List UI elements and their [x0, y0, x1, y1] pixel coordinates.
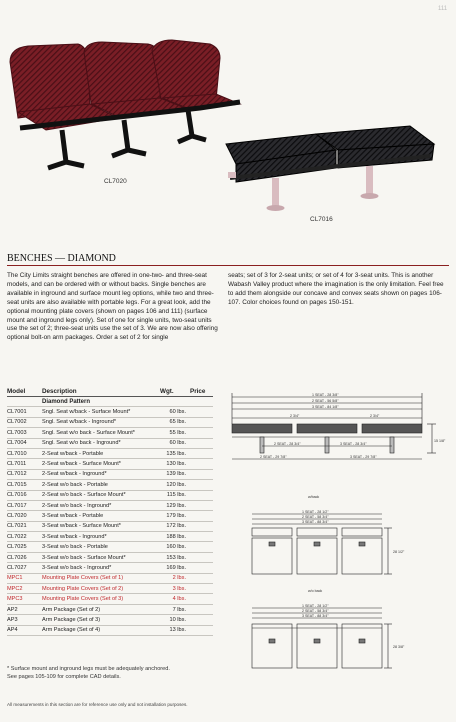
cell-weight: 7 lbs.	[160, 604, 190, 614]
table-row	[7, 563, 213, 573]
table-header-row	[7, 388, 213, 397]
front-dim-3seat: 3 SEAT - 84 1/8"	[312, 405, 339, 409]
intro-text-left: The City Limits straight benches are offered in one-two- and three-seat models, and can be ordered with or without backs. Single benches are available in inground and surface mount leg options, while two and three-seat units are also available with portable legs. For a great look, add the optional mounting plate covers (shown on pages 106 and 111) (surface mount and inground legs only). Set of one for single units, two-seat units use the set of 2; three-seat units use the set of 3. We are now also offering optional bolt-on arm packages. Order a set of 2 for single	[7, 272, 218, 342]
cell-price	[190, 604, 213, 614]
table-row	[7, 521, 213, 531]
cell-model: CL7026	[7, 552, 42, 562]
table-row	[7, 417, 213, 427]
wb-dim-2seat: 2 SEAT - 58 3/4"	[302, 515, 329, 519]
intro-text-right: seats; set of 3 for 2-seat units; or set of 4 for 3-seat units. This is another Wabash Valley product where the imagination is the only limitation. Feel free to add them alongside our concave and convex seats shown on pages 106-107. Color choices found on pages 150-151.	[228, 272, 444, 306]
cell-price	[190, 532, 213, 542]
cell-price	[190, 448, 213, 458]
cell-description: 2-Seat w/o back - Surface Mount*	[42, 490, 160, 500]
cell-weight: 188 lbs.	[160, 532, 190, 542]
front-mid-2seat: 2 SEAT - 28 3/4"	[274, 442, 301, 446]
cell-description: 2-Seat w/o back - Portable	[42, 480, 160, 490]
front-gap-left: 2 3/4"	[290, 414, 300, 418]
cell-weight: 4 lbs.	[160, 594, 190, 604]
table-subheader-row	[7, 397, 213, 407]
front-height: 15 1/8"	[434, 439, 446, 443]
cell-description: Sngl. Seat w/back - Inground*	[42, 417, 160, 427]
cell-price	[190, 511, 213, 521]
table-row	[7, 448, 213, 458]
table-notes	[7, 665, 170, 682]
cell-description: Arm Package (Set of 3)	[42, 615, 160, 625]
pattern-subheader: Diamond Pattern	[42, 397, 213, 407]
wob-dim-1seat: 1 SEAT - 28 1/2"	[302, 604, 329, 608]
cell-description: 3-Seat w/o back - Portable	[42, 542, 160, 552]
cell-description: Sngl. Seat w/back - Surface Mount*	[42, 407, 160, 417]
table-row	[7, 584, 213, 594]
cell-weight: 13 lbs.	[160, 625, 190, 635]
col-header-description: Description	[42, 388, 160, 397]
cell-weight: 55 lbs.	[160, 428, 190, 438]
table-row	[7, 594, 213, 604]
front-bottom-2seat: 2 SEAT - 29 7/8"	[260, 455, 287, 459]
cell-description: 3-Seat w/back - Inground*	[42, 532, 160, 542]
cell-model: MPC3	[7, 594, 42, 604]
cell-price	[190, 584, 213, 594]
cell-description: Arm Package (Set of 4)	[42, 625, 160, 635]
wb-dim-3seat: 3 SEAT - 88 3/4"	[302, 520, 329, 524]
page-number: 111	[438, 6, 448, 12]
cell-model: CL7015	[7, 480, 42, 490]
front-gap-right: 2 3/4"	[370, 414, 380, 418]
cell-weight: 120 lbs.	[160, 480, 190, 490]
cell-price	[190, 573, 213, 583]
cell-price	[190, 615, 213, 625]
red-bench-image	[10, 40, 240, 168]
col-header-model: Model	[7, 388, 42, 397]
cell-description: 3-Seat w/o back - Surface Mount*	[42, 552, 160, 562]
cell-weight: 130 lbs.	[160, 459, 190, 469]
without-back-label: w/o back	[308, 589, 323, 593]
cell-weight: 153 lbs.	[160, 552, 190, 562]
cell-description: 3-Seat w/back - Portable	[42, 511, 160, 521]
cell-description: Arm Package (Set of 2)	[42, 604, 160, 614]
cell-description: Mounting Plate Covers (Set of 3)	[42, 594, 160, 604]
cell-weight: 65 lbs.	[160, 417, 190, 427]
cell-model: CL7004	[7, 438, 42, 448]
section-heading	[7, 252, 449, 266]
cell-price	[190, 594, 213, 604]
cell-weight: 160 lbs.	[160, 542, 190, 552]
cell-model: CL7021	[7, 521, 42, 531]
cell-price	[190, 417, 213, 427]
cell-price	[190, 438, 213, 448]
cell-price	[190, 542, 213, 552]
front-dim-2seat: 2 SEAT - 56 5/8"	[312, 399, 339, 403]
photo-caption-cl7020: CL7020	[104, 178, 127, 185]
front-bottom-3seat: 3 SEAT - 29 7/8"	[350, 455, 377, 459]
cell-description: 3-Seat w/back - Surface Mount*	[42, 521, 160, 531]
col-header-price: Price	[190, 388, 213, 397]
cell-price	[190, 521, 213, 531]
front-mid-3seat: 3 SEAT - 28 3/4"	[340, 442, 367, 446]
wb-dim-1seat: 1 SEAT - 28 1/2"	[302, 510, 329, 514]
cell-model: CL7017	[7, 500, 42, 510]
cell-model: CL7001	[7, 407, 42, 417]
cell-model: CL7003	[7, 428, 42, 438]
note-anchoring: * Surface mount and inground legs must be adequately anchored.	[7, 666, 170, 672]
section-title: BENCHES — DIAMOND	[7, 253, 116, 264]
table-row	[7, 490, 213, 500]
cell-weight: 129 lbs.	[160, 500, 190, 510]
wob-dim-3seat: 3 SEAT - 88 3/4"	[302, 614, 329, 618]
note-cad-details: See pages 105-109 for complete CAD details.	[7, 674, 121, 681]
table-row	[7, 542, 213, 552]
cell-price	[190, 490, 213, 500]
cell-description: Sngl. Seat w/o back - Surface Mount*	[42, 428, 160, 438]
front-dim-1seat: 1 SEAT - 28 3/8"	[312, 393, 339, 397]
wob-dim-2seat: 2 SEAT - 58 3/4"	[302, 609, 329, 613]
cell-description: 2-Seat w/back - Portable	[42, 448, 160, 458]
table-row	[7, 532, 213, 542]
cell-description: 3-Seat w/o back - Inground*	[42, 563, 160, 573]
cell-weight: 10 lbs.	[160, 615, 190, 625]
cell-model: CL7012	[7, 469, 42, 479]
cell-model: CL7010	[7, 448, 42, 458]
table-row	[7, 604, 213, 614]
table-row	[7, 428, 213, 438]
cell-description: Mounting Plate Covers (Set of 2)	[42, 584, 160, 594]
cell-description: 2-Seat w/back - Surface Mount*	[42, 459, 160, 469]
wob-depth: 28 3/8"	[393, 645, 405, 649]
cell-weight: 172 lbs.	[160, 521, 190, 531]
table-row	[7, 480, 213, 490]
cell-model: AP2	[7, 604, 42, 614]
black-bench-image	[226, 126, 434, 211]
cell-price	[190, 459, 213, 469]
cell-model: CL7011	[7, 459, 42, 469]
table-row	[7, 625, 213, 635]
cell-model: CL7025	[7, 542, 42, 552]
table-row	[7, 552, 213, 562]
cell-model: CL7002	[7, 417, 42, 427]
wb-depth: 28 1/2"	[393, 550, 405, 554]
cell-price	[190, 625, 213, 635]
cell-model: CL7022	[7, 532, 42, 542]
product-photo	[0, 0, 456, 252]
table-row	[7, 511, 213, 521]
cell-description: 2-Seat w/back - Inground*	[42, 469, 160, 479]
dimension-drawings	[222, 392, 452, 692]
cell-model: MPC1	[7, 573, 42, 583]
cell-price	[190, 407, 213, 417]
cell-model: AP3	[7, 615, 42, 625]
cell-weight: 2 lbs.	[160, 573, 190, 583]
cell-model: CL7016	[7, 490, 42, 500]
table-row	[7, 459, 213, 469]
cell-model: CL7020	[7, 511, 42, 521]
table-row	[7, 500, 213, 510]
cell-description: Mounting Plate Covers (Set of 1)	[42, 573, 160, 583]
table-row	[7, 573, 213, 583]
cell-description: Sngl. Seat w/o back - Inground*	[42, 438, 160, 448]
cell-description: 2-Seat w/o back - Inground*	[42, 500, 160, 510]
cell-price	[190, 500, 213, 510]
cell-price	[190, 428, 213, 438]
cell-price	[190, 469, 213, 479]
table-row	[7, 407, 213, 417]
cell-weight: 169 lbs.	[160, 563, 190, 573]
photo-caption-cl7016: CL7016	[310, 216, 333, 223]
cell-model: CL7027	[7, 563, 42, 573]
cell-price	[190, 552, 213, 562]
cell-weight: 139 lbs.	[160, 469, 190, 479]
cell-model: MPC2	[7, 584, 42, 594]
cell-weight: 60 lbs.	[160, 438, 190, 448]
cell-weight: 115 lbs.	[160, 490, 190, 500]
cell-weight: 135 lbs.	[160, 448, 190, 458]
disclaimer: All measurements in this section are for reference use only and not installation purposes.	[7, 702, 188, 707]
cell-weight: 179 lbs.	[160, 511, 190, 521]
spec-table	[7, 388, 213, 636]
table-row	[7, 438, 213, 448]
cell-weight: 60 lbs.	[160, 407, 190, 417]
table-row	[7, 469, 213, 479]
cell-weight: 3 lbs.	[160, 584, 190, 594]
with-back-label: w/back	[308, 495, 320, 499]
cell-price	[190, 480, 213, 490]
cell-price	[190, 563, 213, 573]
cell-model: AP4	[7, 625, 42, 635]
table-row	[7, 615, 213, 625]
col-header-weight: Wgt.	[160, 388, 190, 397]
